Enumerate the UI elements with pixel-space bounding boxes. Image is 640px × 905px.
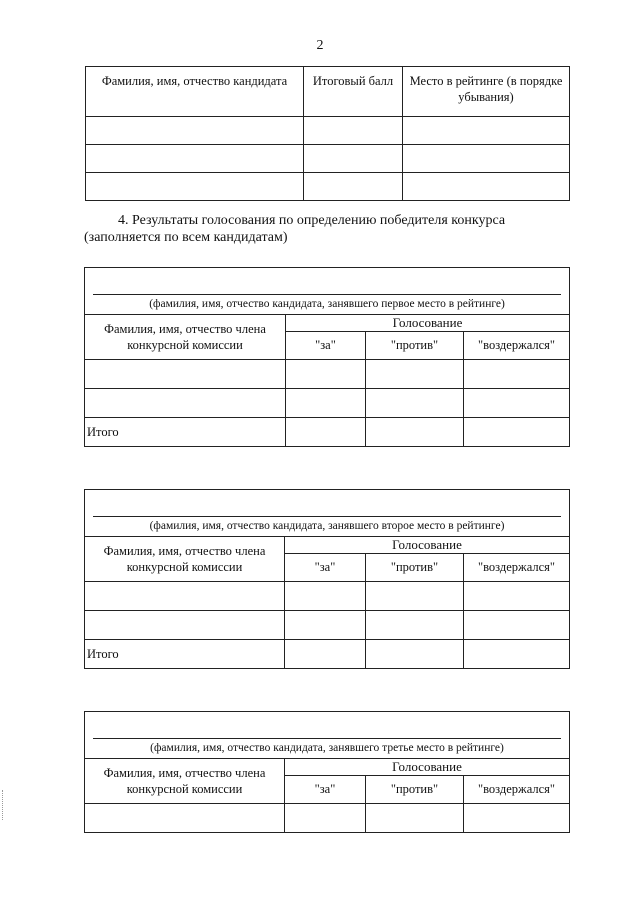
input-cell[interactable] bbox=[403, 145, 570, 173]
page-number: 2 bbox=[316, 38, 324, 53]
input-cell[interactable] bbox=[366, 804, 464, 833]
total-row bbox=[85, 418, 570, 447]
input-cell[interactable] bbox=[86, 117, 304, 145]
input-cell[interactable] bbox=[85, 360, 286, 389]
section-heading: 4. Результаты голосования по определению победителя конкурса (заполняется по всем кандидатам) bbox=[84, 213, 506, 245]
input-cell[interactable] bbox=[286, 418, 366, 447]
option-abstain: "воздержался" bbox=[464, 776, 570, 804]
input-cell[interactable] bbox=[86, 145, 304, 173]
input-cell[interactable] bbox=[285, 611, 366, 640]
input-cell[interactable] bbox=[366, 418, 464, 447]
name-line bbox=[93, 516, 561, 517]
input-cell[interactable] bbox=[304, 117, 403, 145]
vote-header-row bbox=[85, 315, 570, 332]
vote-header: Голосование bbox=[286, 315, 570, 332]
candidate-caption: (фамилия, имя, отчество кандидата, занявшего третье место в рейтинге) bbox=[150, 742, 504, 754]
total-label: Итого bbox=[85, 640, 285, 669]
vote-table-second-place bbox=[84, 489, 570, 669]
option-for: "за" bbox=[286, 332, 366, 360]
option-for: "за" bbox=[285, 776, 366, 804]
option-against: "против" bbox=[366, 776, 464, 804]
input-cell[interactable] bbox=[403, 117, 570, 145]
header-total-score: Итоговый балл bbox=[304, 67, 403, 117]
candidate-row bbox=[85, 268, 570, 315]
input-cell[interactable] bbox=[286, 360, 366, 389]
table-row bbox=[86, 117, 570, 145]
header-candidate-name: Фамилия, имя, отчество кандидата bbox=[86, 67, 304, 117]
vote-table-third-place bbox=[84, 711, 570, 833]
table-row bbox=[85, 582, 570, 611]
table-row bbox=[85, 804, 570, 833]
input-cell[interactable] bbox=[464, 804, 570, 833]
vote-header-row bbox=[85, 759, 570, 776]
table-row bbox=[85, 611, 570, 640]
rating-table-header-row bbox=[86, 67, 570, 117]
input-cell[interactable] bbox=[85, 804, 285, 833]
rating-table bbox=[85, 66, 570, 201]
member-header: Фамилия, имя, отчество члена конкурсной комиссии bbox=[85, 537, 285, 582]
member-header: Фамилия, имя, отчество члена конкурсной комиссии bbox=[85, 759, 285, 804]
input-cell[interactable] bbox=[464, 582, 570, 611]
table-row bbox=[85, 360, 570, 389]
header-rating-place: Место в рейтинге (в порядке убывания) bbox=[403, 67, 570, 117]
member-header: Фамилия, имя, отчество члена конкурсной комиссии bbox=[85, 315, 286, 360]
table-row bbox=[86, 173, 570, 201]
candidate-caption: (фамилия, имя, отчество кандидата, занявшего первое место в рейтинге) bbox=[149, 298, 505, 310]
input-cell[interactable] bbox=[366, 360, 464, 389]
scan-margin-mark bbox=[2, 790, 5, 820]
input-cell[interactable] bbox=[85, 389, 286, 418]
candidate-row bbox=[85, 490, 570, 537]
candidate-name-cell[interactable] bbox=[85, 268, 570, 315]
total-row bbox=[85, 640, 570, 669]
input-cell[interactable] bbox=[366, 611, 464, 640]
input-cell[interactable] bbox=[286, 389, 366, 418]
table-row bbox=[85, 389, 570, 418]
input-cell[interactable] bbox=[366, 640, 464, 669]
input-cell[interactable] bbox=[366, 389, 464, 418]
total-label: Итого bbox=[85, 418, 286, 447]
input-cell[interactable] bbox=[86, 173, 304, 201]
candidate-row bbox=[85, 712, 570, 759]
option-against: "против" bbox=[366, 554, 464, 582]
option-against: "против" bbox=[366, 332, 464, 360]
vote-header-row bbox=[85, 537, 570, 554]
candidate-caption: (фамилия, имя, отчество кандидата, занявшего второе место в рейтинге) bbox=[149, 520, 505, 532]
candidate-name-cell[interactable] bbox=[85, 490, 570, 537]
input-cell[interactable] bbox=[285, 804, 366, 833]
input-cell[interactable] bbox=[464, 389, 570, 418]
vote-table-first-place bbox=[84, 267, 570, 447]
input-cell[interactable] bbox=[304, 145, 403, 173]
name-line bbox=[93, 738, 561, 739]
input-cell[interactable] bbox=[85, 611, 285, 640]
name-line bbox=[93, 294, 561, 295]
option-abstain: "воздержался" bbox=[464, 554, 570, 582]
input-cell[interactable] bbox=[464, 640, 570, 669]
vote-header: Голосование bbox=[285, 759, 570, 776]
input-cell[interactable] bbox=[304, 173, 403, 201]
table-row bbox=[86, 145, 570, 173]
input-cell[interactable] bbox=[285, 640, 366, 669]
input-cell[interactable] bbox=[366, 582, 464, 611]
input-cell[interactable] bbox=[464, 418, 570, 447]
option-for: "за" bbox=[285, 554, 366, 582]
vote-header: Голосование bbox=[285, 537, 570, 554]
input-cell[interactable] bbox=[464, 611, 570, 640]
input-cell[interactable] bbox=[403, 173, 570, 201]
input-cell[interactable] bbox=[285, 582, 366, 611]
option-abstain: "воздержался" bbox=[464, 332, 570, 360]
input-cell[interactable] bbox=[464, 360, 570, 389]
candidate-name-cell[interactable] bbox=[85, 712, 570, 759]
input-cell[interactable] bbox=[85, 582, 285, 611]
